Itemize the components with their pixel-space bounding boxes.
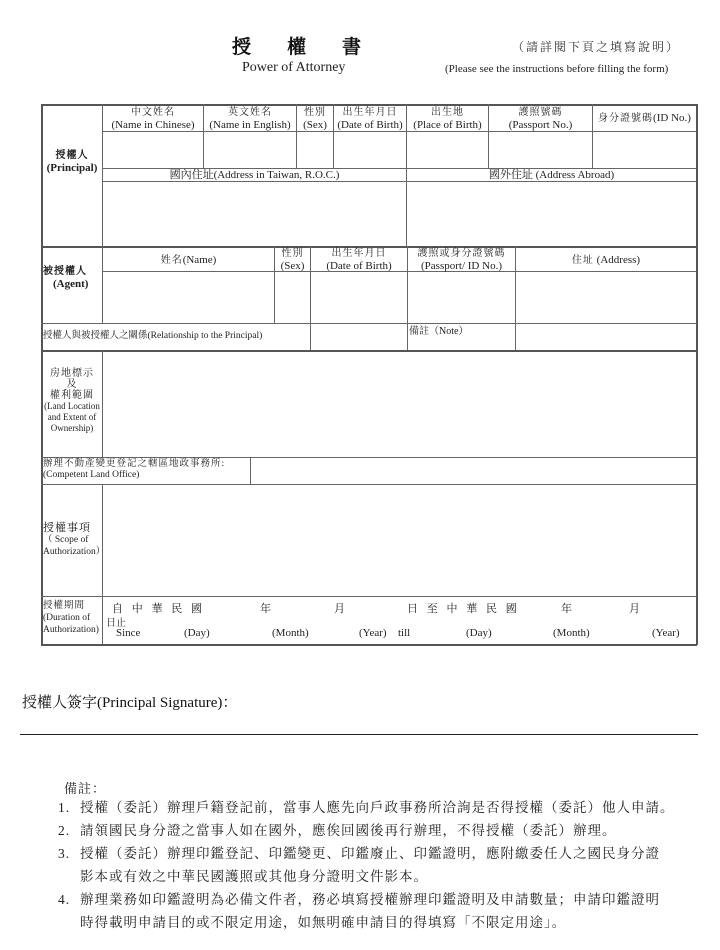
grid-line [41,596,697,597]
col-header-en: (Name) [182,254,217,266]
relationship-field[interactable] [311,324,407,350]
land-office-label-en: (Competent Land Office) [43,470,140,480]
principal-name-english-field[interactable] [204,132,296,168]
duration-year-zh: 年 [260,603,271,615]
duration-day2-en: (Day) [466,627,492,639]
remarks-title: 備註： [64,781,107,796]
remark-number: 4. [58,892,71,907]
relationship-label: 授權人與被授權人之關係(Relationship to the Principal) [43,331,263,341]
signature-line[interactable] [20,734,698,735]
address-abroad-label: 國外住址 (Address Abroad) [488,169,615,181]
land-label-en: Ownership) [50,423,94,433]
col-header-en: (Date of Birth) [326,260,392,272]
table-border-top [41,104,697,106]
agent-col-dob [311,248,407,272]
remark-number: 3. [58,846,71,861]
agent-col-passport-id [408,248,515,272]
land-office-label [43,459,250,481]
remark-item [58,888,698,934]
table-border-right [696,104,698,645]
col-header-zh: 身分證號碼 [598,113,654,124]
col-header-zh: 英文姓名 [228,107,272,118]
duration-month-en: (Month) [272,627,309,639]
col-header-zh: 出生地 [431,107,464,118]
col-header-en: (ID No.) [653,112,691,124]
agent-sex-field[interactable] [275,272,310,323]
principal-sex-field[interactable] [297,132,333,168]
col-passport-no [489,107,592,131]
duration-month-zh: 月 [334,603,345,615]
land-office-field[interactable] [251,458,696,484]
principal-id-field[interactable] [593,132,696,168]
land-location-field[interactable] [103,351,696,457]
principal-signature-label: 授權人簽字(Principal Signature)： [22,695,238,711]
principal-passport-field[interactable] [489,132,592,168]
col-header-zh: 出生年月日 [331,248,387,259]
col-header-zh: 住址 [571,255,594,266]
col-header-zh: 護照號碼 [518,107,563,118]
col-header-zh: 姓名 [160,255,183,266]
duration-label-en: Authorization) [43,625,99,635]
agent-label [43,266,103,290]
remark-number: 2. [58,823,71,838]
col-header-en: (Passport/ ID No.) [421,260,502,272]
principal-label-en: (Principal) [46,162,98,174]
col-place-of-birth [407,107,488,131]
agent-label-zh: 被授權人 [43,266,87,277]
duration-end-zh: 日止 [106,618,126,629]
note-label: 備註（Note） [409,326,469,337]
address-taiwan-label: 國內住址(Address in Taiwan, R.O.C.) [169,169,340,181]
col-header-zh: 性別 [304,107,326,118]
remark-text: 授權（委託）辦理戶籍登記前，當事人應先向戶政事務所洽詢是否得授權（委託）他人申請。 [80,800,675,815]
principal-name-chinese-field[interactable] [103,132,203,168]
form-title-chinese: 授權書 [232,37,398,58]
agent-col-address [516,254,696,267]
instruction-note-english: (Please see the instructions before filling the form) [445,63,669,75]
col-header-zh: 護照或身分證號碼 [417,248,506,259]
remark-text: 授權（委託）辦理印鑑登記、印鑑變更、印鑑廢止、印鑑證明，應附繳委任人之國民身分證 [80,846,660,861]
note-field[interactable] [516,324,696,350]
col-id-no [593,112,696,125]
land-label-en: and Extent of [47,412,97,422]
agent-address-field[interactable] [516,272,696,323]
col-header-zh: 中文姓名 [131,107,175,118]
agent-col-sex [275,248,310,272]
agent-col-name [103,254,274,267]
col-header-en: (Date of Birth) [337,119,403,131]
duration-label-zh: 授權期間 [43,601,86,611]
scope-field[interactable] [103,485,696,596]
col-header-en: (Sex) [280,260,305,272]
land-office-label-zh: 辦理不動產變更登記之轄區地政事務所: [43,459,226,469]
land-label-zh: 及 [66,379,78,390]
land-label-zh: 房地標示 [50,368,94,379]
col-name-english [204,107,296,131]
scope-label-en: （ Scope of [43,535,89,545]
scope-label-en: Authorization） [43,547,106,557]
agent-label-en: (Agent) [53,278,89,290]
remark-item [58,842,698,888]
principal-address-abroad-field[interactable] [407,182,696,246]
remark-item [58,796,698,819]
duration-till-zh: 日 至 中 華 民 國 [407,603,520,615]
form-title-english: Power of Attorney [242,60,346,75]
remark-number: 1. [58,800,71,815]
table-border-bottom [41,644,697,646]
agent-name-field[interactable] [103,272,274,323]
remark-item [58,819,698,842]
land-label-en: (Land Location [44,401,100,411]
principal-label [42,150,102,174]
duration-year-en: (Year) [359,627,387,639]
remark-text: 請領國民身分證之當事人如在國外，應俟回國後再行辦理，不得授權（委託）辦理。 [80,823,617,838]
duration-month2-en: (Month) [553,627,590,639]
remark-text-continued: 影本或有效之中華民國護照或其他身分證明文件影本。 [80,869,428,884]
duration-label [43,600,103,636]
agent-dob-field[interactable] [311,272,407,323]
col-header-en: (Name in English) [209,119,291,131]
duration-month2-zh: 月 [629,603,640,615]
land-label-zh: 權利範圍 [50,390,94,401]
scope-label [43,522,106,558]
duration-year2-zh: 年 [561,603,572,615]
duration-since-zh: 自 中 華 民 國 [112,603,205,615]
col-header-en: (Address) [596,254,641,266]
col-header-en: (Place of Birth) [413,119,482,131]
col-date-of-birth [334,107,406,131]
instruction-note-chinese: （請詳閱下頁之填寫說明） [512,40,681,54]
col-sex [297,107,333,131]
col-header-zh: 性別 [281,248,304,259]
principal-label-zh: 授權人 [55,150,89,161]
principal-place-of-birth-field[interactable] [407,132,488,168]
remark-text: 辦理業務如印鑑證明為必備文件者，務必填寫授權辦理印鑑證明及申請數量；申請印鑑證明 [80,892,660,907]
duration-since-en: Since [116,627,141,639]
duration-till-en: till [398,627,411,639]
col-header-zh: 出生年月日 [342,107,398,118]
principal-address-taiwan-field[interactable] [103,182,406,246]
col-header-en: (Passport No.) [508,119,573,131]
col-header-en: (Name in Chinese) [111,119,195,131]
land-location-label [42,368,102,434]
duration-year2-en: (Year) [652,627,680,639]
agent-passport-id-field[interactable] [408,272,515,323]
principal-dob-field[interactable] [334,132,406,168]
col-header-en: (Sex) [303,119,327,131]
scope-label-zh: 授權事項 [43,522,91,534]
duration-label-en: (Duration of [43,613,91,623]
remark-text-continued: 時得載明申請目的或不限定用途，如無明確申請目的得填寫「不限定用途」。 [80,915,567,930]
col-name-chinese [103,107,203,131]
duration-day-en: (Day) [184,627,210,639]
